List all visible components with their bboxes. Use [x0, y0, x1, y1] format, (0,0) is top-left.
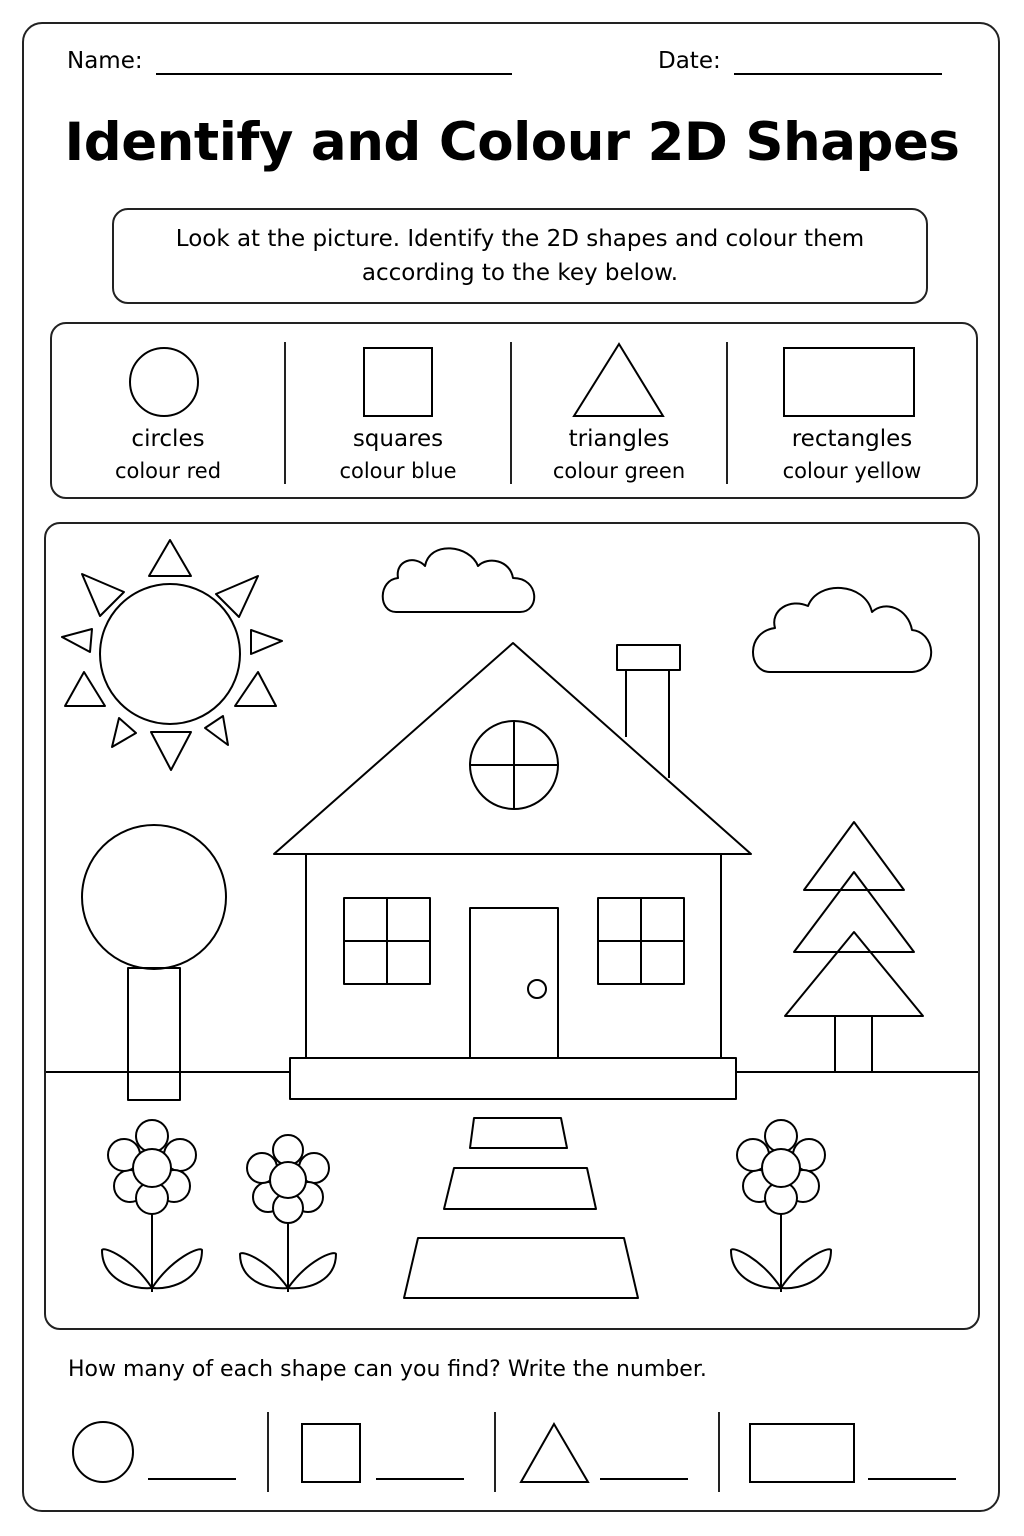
key-label-triangles: triangles — [568, 426, 670, 452]
chimney-top — [617, 645, 680, 670]
sun-ray-triangle — [205, 716, 228, 745]
sun-ray-triangle — [151, 732, 191, 770]
roof-triangle — [274, 643, 751, 854]
rectangle-icon — [744, 1412, 864, 1492]
path-stone — [470, 1118, 567, 1148]
pine-triangle — [785, 932, 923, 1016]
page-title: Identify and Colour 2D Shapes — [64, 112, 960, 173]
key-item-rectangles — [728, 324, 976, 497]
tree-trunk-rectangle — [128, 968, 180, 1100]
triangle-icon — [514, 1412, 594, 1492]
key-label-squares: squares — [352, 426, 444, 452]
sun[interactable] — [62, 540, 282, 770]
answer-divider — [494, 1412, 496, 1492]
square-icon — [296, 1412, 366, 1492]
pine-trunk-rectangle — [835, 1016, 872, 1072]
pine-tree[interactable] — [785, 822, 923, 1072]
key-instruction-rectangles: colour yellow — [782, 459, 922, 483]
answer-triangles-field[interactable] — [600, 1478, 688, 1480]
answer-squares-field[interactable] — [376, 1478, 464, 1480]
cloud — [383, 548, 534, 612]
instructions-text: Look at the picture. Identify the 2D shapes and colour them according to the key below. — [175, 226, 865, 286]
colour-key — [50, 322, 978, 499]
flower[interactable] — [731, 1120, 831, 1292]
cloud — [753, 588, 931, 672]
circle-icon — [66, 1412, 146, 1492]
answer-divider — [267, 1412, 269, 1492]
sun-ray-triangle — [65, 672, 105, 706]
key-label-circles: circles — [131, 426, 205, 452]
key-item-triangles — [512, 324, 726, 497]
flower[interactable] — [240, 1135, 336, 1292]
path-stone — [404, 1238, 638, 1298]
house-wall-rectangle — [306, 854, 721, 1058]
question-text: How many of each shape can you find? Write the number. — [68, 1357, 707, 1382]
square-icon — [286, 324, 510, 424]
key-instruction-squares: colour blue — [339, 459, 457, 483]
key-instruction-triangles: colour green — [552, 459, 686, 483]
path-stone — [444, 1168, 596, 1209]
pine-triangle — [804, 822, 904, 890]
step-rectangle — [290, 1058, 736, 1099]
key-instruction-circles: colour red — [114, 459, 222, 483]
answer-divider — [718, 1412, 720, 1492]
flower[interactable] — [102, 1120, 202, 1292]
triangle-icon — [512, 324, 726, 424]
key-item-circles — [52, 324, 284, 497]
house[interactable] — [274, 643, 751, 1099]
sun-ray-triangle — [149, 540, 191, 576]
sun-ray-triangle — [62, 629, 92, 652]
sun-ray-triangle — [112, 718, 136, 747]
circle-icon — [52, 324, 284, 424]
instructions-box — [112, 208, 928, 304]
sun-ray-triangle — [82, 574, 124, 616]
tree-top-circle — [82, 825, 226, 969]
key-label-rectangles: rectangles — [791, 426, 913, 452]
picture-scene — [44, 522, 980, 1330]
answer-circles-field[interactable] — [148, 1478, 236, 1480]
door-knob — [528, 980, 546, 998]
date-label: Date: — [658, 48, 721, 74]
pine-triangle — [794, 872, 914, 952]
sun-ray-triangle — [235, 672, 276, 706]
answer-rectangles-field[interactable] — [868, 1478, 956, 1480]
sun-ray-triangle — [251, 630, 282, 654]
name-field[interactable] — [156, 73, 512, 75]
key-item-squares — [286, 324, 510, 497]
sun-ray-triangle — [216, 576, 258, 617]
name-label: Name: — [67, 48, 143, 74]
rectangle-icon — [728, 324, 976, 424]
round-tree[interactable] — [82, 825, 226, 1100]
date-field[interactable] — [734, 73, 942, 75]
sun-circle — [100, 584, 240, 724]
